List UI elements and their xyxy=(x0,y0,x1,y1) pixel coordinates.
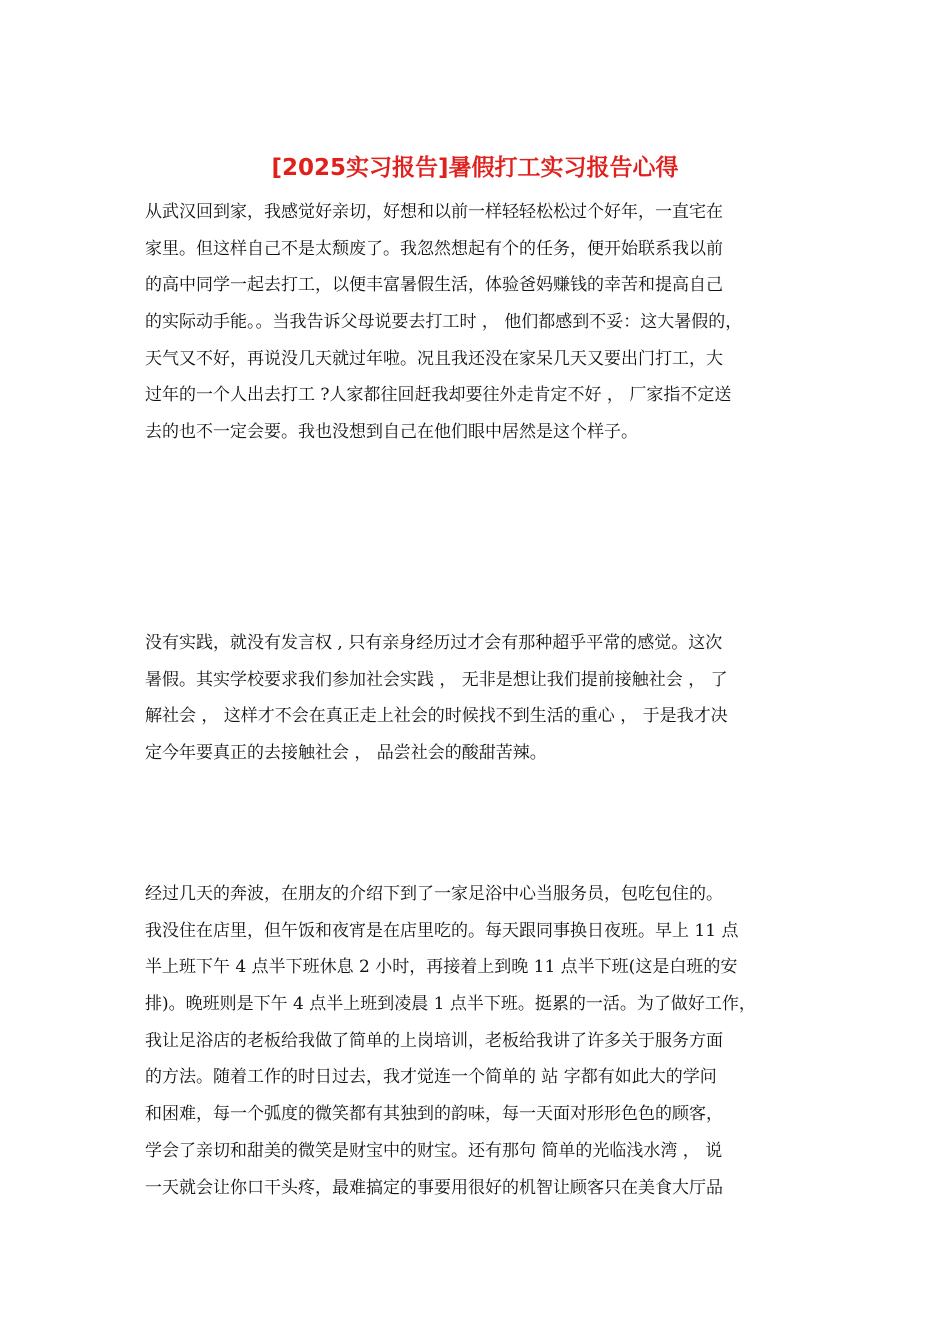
text-line: 没有实践，就没有发言权 , 只有亲身经历过才会有那种超乎平常的感觉。这次 xyxy=(145,633,723,653)
text-line: 的方法。随着工作的时日过去，我才觉连一个简单的 站 字都有如此大的学问 xyxy=(145,1067,717,1088)
text-line: 解社会 ， 这样才不会在真正走上社会的时候找不到生活的重心 ， 于是我才决 xyxy=(145,706,728,727)
text-line: 家里。但这样自己不是太颓废了。我忽然想起有个的任务，便开始联系我以前 xyxy=(145,238,723,259)
text-line: 天气又不好，再说没几天就过年啦。况且我还没在家呆几天又要出门打工，大 xyxy=(145,348,723,369)
text-line: 的实际动手能。。当我告诉父母说要去打工时 ， 他们都感到不妥：这大暑假的， xyxy=(145,312,743,333)
text-line: 我让足浴店的老板给我做了简单的上岗培训，老板给我讲了许多关于服务方面 xyxy=(145,1030,723,1051)
text-line: 和困难，每一个弧度的微笑都有其独到的韵味，每一天面对形形色色的顾客， xyxy=(145,1104,723,1125)
text-line: 定今年要真正的去接触社会 ， 品尝社会的酸甜苦辣。 xyxy=(145,743,547,764)
paragraph-2 xyxy=(145,625,825,772)
text-line: 经过几天的奔波，在朋友的介绍下到了一家足浴中心当服务员，包吃包住的。 xyxy=(145,884,723,904)
text-line: 学会了亲切和甜美的微笑是财宝中的财宝。还有那句 简单的光临浅水湾 ， 说 xyxy=(145,1140,723,1161)
text-line: 暑假。其实学校要求我们参加社会实践 ， 无非是想让我们提前接触社会 ， 了 xyxy=(145,669,728,690)
paragraph-3 xyxy=(145,876,825,1206)
text-line: 排)。晚班则是下午 4 点半上班到凌晨 1 点半下班。挺累的一活。为了做好工作， xyxy=(145,994,756,1015)
text-line: 过年的一个人出去打工 ?人家都往回赶我却要往外走肯定不好 ， 厂家指不定送 xyxy=(145,385,732,406)
text-line: 半上班下午 4 点半下班休息 2 小时，再接着上到晚 11 点半下班(这是白班的安 xyxy=(145,957,738,978)
text-line: 从武汉回到家，我感觉好亲切，好想和以前一样轻轻松松过个好年，一直宅在 xyxy=(145,202,723,222)
text-line: 的高中同学一起去打工，以便丰富暑假生活，体验爸妈赚钱的幸苦和提高自己 xyxy=(145,275,723,296)
text-line: 去的也不一定会要。我也没想到自己在他们眼中居然是这个样子。 xyxy=(145,422,638,443)
text-line: 一天就会让你口干头疼，最难搞定的事要用很好的机智让顾客只在美食大厅品 xyxy=(145,1177,723,1198)
page-title: [2025实习报告]暑假打工实习报告心得 xyxy=(271,155,679,181)
paragraph-1 xyxy=(145,194,825,451)
text-line: 我没住在店里，但午饭和夜宵是在店里吃的。每天跟同事换日夜班。早上 11 点 xyxy=(145,920,739,941)
